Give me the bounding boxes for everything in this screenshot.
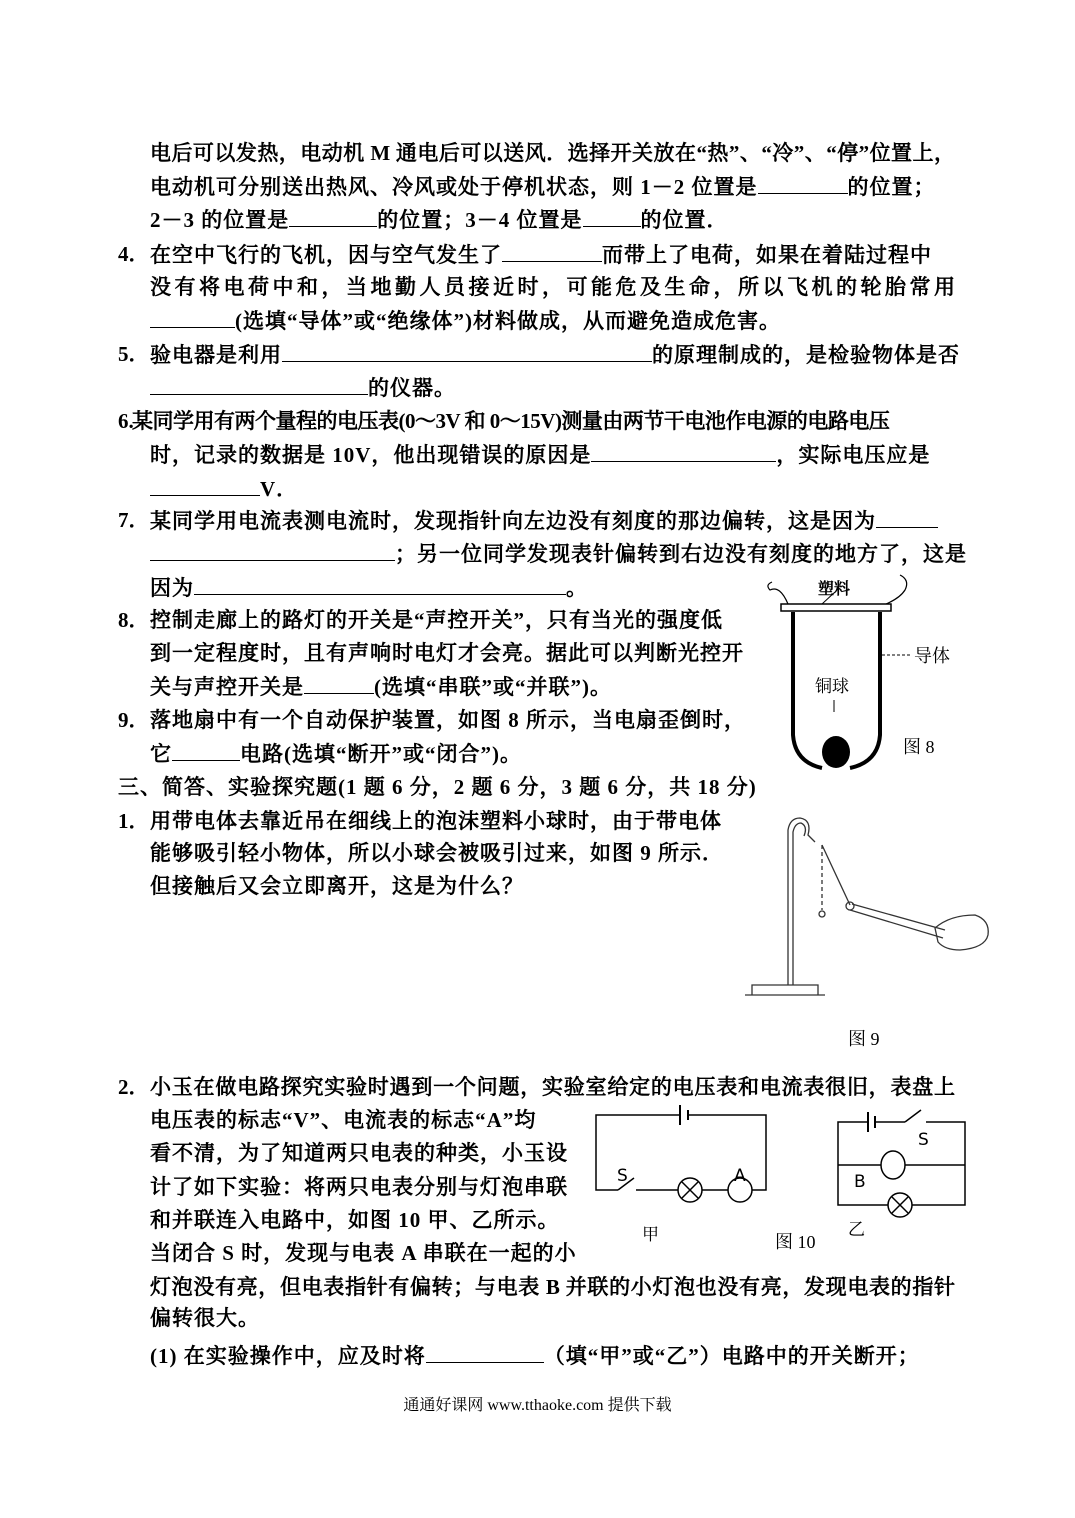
fig8-ball-label: 铜球 [815, 677, 849, 697]
q7-number: 7． [118, 508, 150, 532]
s2-line6: 当闭合 S 时，发现与电表 A 串联在一起的小 [150, 1241, 577, 1265]
text: 某同学用电流表测电流时，发现指针向左边没有刻度的那边偏转，这是因为 [150, 509, 876, 533]
s2-line8: 偏转很大。 [150, 1306, 260, 1330]
s2-line5: 和并联连入电路中，如图 10 甲、乙所示。 [150, 1208, 560, 1232]
text: 。 [566, 576, 588, 600]
text: 的位置． [640, 208, 729, 232]
s2-line3: 看不清，为了知道两只电表的种类，小玉设 [150, 1141, 568, 1165]
text: 而带上了电荷，如果在着陆过程中 [602, 243, 932, 267]
text: 电动机可分别送出热风、冷风或处于停机状态，则 1－2 位置是 [150, 175, 758, 199]
s2-line1: 小玉在做电路探究实验时遇到一个问题，实验室给定的电压表和电流表很旧，表盘上 [150, 1075, 955, 1099]
s2-line7: 灯泡没有亮，但电表指针有偏转；与电表 B 并联的小灯泡也没有亮，发现电表的指针 [150, 1275, 955, 1299]
footer-source: 通通好课网 www.tthaoke.com 提供下载 [403, 1397, 672, 1414]
text: 的位置； [847, 175, 936, 199]
fig8-plastic-label: 塑料 [818, 581, 851, 598]
q8-line2: 到一定程度时，且有声响时电灯才会亮。据此可以判断光控开 [150, 641, 744, 665]
fig8-caption: 图 8 [903, 737, 935, 757]
q6-line1: 某同学用有两个量程的电压表(0～3V 和 0～15V)测量由两节干电池作电源的电路电压 [132, 409, 890, 433]
q9-line1: 落地扇中有一个自动保护装置，如图 8 所示，当电扇歪倒时， [150, 708, 746, 732]
text: (选填“导体”或“绝缘体”)材料做成，从而避免造成危害。 [235, 309, 781, 333]
text: ，实际电压应是 [776, 443, 931, 467]
s2-number: 2． [118, 1075, 150, 1099]
fig10-jia-label: 甲 [642, 1225, 659, 1245]
s1-line1: 用带电体去靠近吊在细线上的泡沫塑料小球时，由于带电体 [150, 809, 722, 833]
text: 电路(选填“断开”或“闭合”)。 [240, 742, 522, 766]
text: 验电器是利用 [150, 343, 282, 367]
q8-line1: 控制走廊上的路灯的开关是“声控开关”，只有当光的强度低 [150, 608, 723, 632]
fig8-conductor-label: 导体 [914, 646, 950, 666]
q9-number: 9． [118, 708, 150, 732]
text: 的位置；3－4 位置是 [377, 208, 583, 232]
text: 因为 [150, 576, 194, 600]
text: (选填“串联”或“并联”)。 [374, 675, 612, 699]
s2-line4: 计了如下实验：将两只电表分别与灯泡串联 [150, 1175, 568, 1199]
text: 它 [150, 742, 172, 766]
text: ；另一位同学发现表针偏转到右边没有刻度的地方了，这是 [395, 542, 967, 566]
q3-line1: 电后可以发热，电动机 M 通电后可以送风．选择开关放在“热”、“冷”、“停”位置上， [150, 141, 955, 165]
fig10-meter-a-label: A [734, 1166, 746, 1186]
s1-line2: 能够吸引轻小物体，所以小球会被吸引过来，如图 9 所示． [150, 841, 724, 865]
q5-number: 5． [118, 342, 150, 366]
text: 的原理制成的，是检验物体是否 [652, 343, 960, 367]
fig10-caption: 图 10 [775, 1232, 816, 1252]
fig10-yi-label: 乙 [848, 1220, 865, 1240]
fig10-jia-switch-label: S [617, 1166, 628, 1186]
s1-line3: 但接触后又会立即离开，这是为什么？ [150, 874, 524, 898]
q6-number: 6. [118, 409, 134, 433]
s1-number: 1． [118, 809, 150, 833]
fig9-caption: 图 9 [848, 1029, 880, 1049]
text: （填“甲”或“乙”）电路中的开关断开； [543, 1344, 920, 1368]
text: (1) 在实验操作中，应及时将 [150, 1344, 426, 1368]
text: 关与声控开关是 [150, 675, 304, 699]
q8-number: 8． [118, 608, 150, 632]
text: 在空中飞行的飞机，因与空气发生了 [150, 243, 502, 267]
fig10-yi-switch-label: S [918, 1130, 929, 1150]
text: 时，记录的数据是 10V，他出现错误的原因是 [150, 443, 592, 467]
section-3-heading: 三、简答、实验探究题(1 题 6 分，2 题 6 分，3 题 6 分，共 18 分) [118, 775, 757, 799]
text: 的仪器。 [368, 376, 456, 400]
text: V． [260, 477, 299, 501]
q4-number: 4． [118, 242, 150, 266]
text: 2－3 的位置是 [150, 208, 290, 232]
fig10-meter-b-label: B [854, 1172, 866, 1192]
s2-line2: 电压表的标志“V”、电流表的标志“A”均 [150, 1108, 537, 1132]
q4-line2: 没有将电荷中和，当地勤人员接近时，可能危及生命，所以飞机的轮胎常用 [150, 275, 955, 299]
